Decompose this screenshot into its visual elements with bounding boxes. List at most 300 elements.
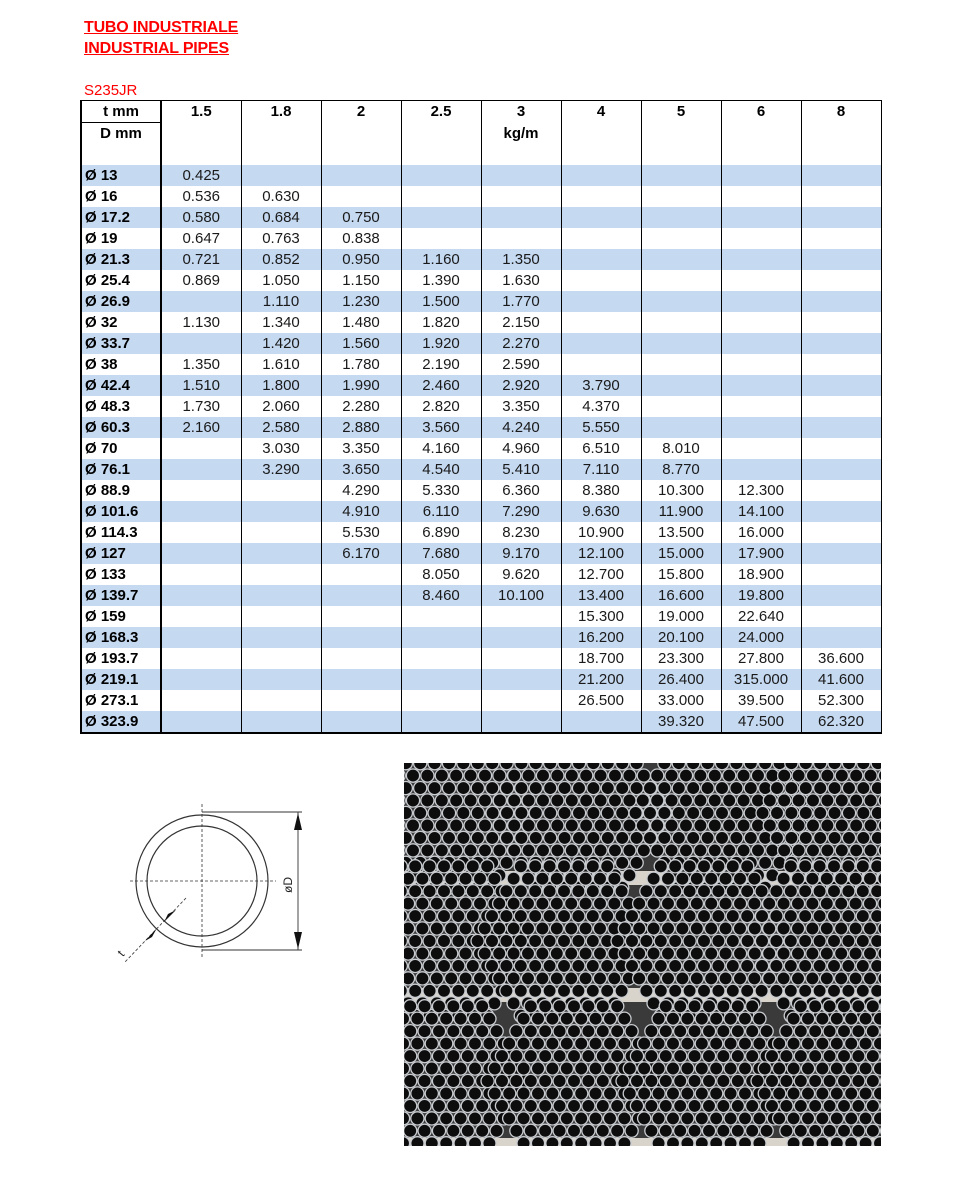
pipe-end — [478, 794, 491, 807]
pipe-end — [425, 1112, 438, 1125]
pipe-end — [738, 1012, 751, 1025]
pipe-end — [500, 831, 513, 844]
weight-cell: 22.640 — [721, 606, 801, 627]
pipe-end — [514, 885, 527, 898]
pipe-end — [418, 1099, 431, 1112]
pipe-end — [483, 1112, 496, 1125]
pipe-end — [432, 1000, 445, 1013]
pipe-end — [557, 910, 570, 923]
pipe-end — [464, 844, 477, 857]
weight-cell: 17.900 — [721, 543, 801, 564]
pipe-end — [637, 769, 650, 782]
pipe-end — [572, 782, 585, 795]
pipe-end — [507, 972, 520, 985]
pipe-end — [681, 1062, 694, 1075]
table-row — [81, 669, 881, 690]
pipe-end — [466, 984, 479, 997]
pipe-end — [746, 1000, 759, 1013]
pipe-end — [640, 885, 653, 898]
pipe-end — [654, 959, 667, 972]
weight-cell — [401, 207, 481, 228]
weight-cell: 4.290 — [321, 480, 401, 501]
pipe-end — [493, 947, 506, 960]
pipe-end — [421, 794, 434, 807]
pipe-end — [529, 860, 542, 873]
diameter-cell: Ø 88.9 — [81, 480, 161, 501]
pipe-end — [515, 782, 528, 795]
pipe-end — [493, 844, 506, 857]
weight-cell — [481, 690, 561, 711]
pipe-end — [411, 1012, 424, 1025]
weight-cell — [161, 459, 241, 480]
pipe-end — [864, 844, 877, 857]
pipe-end — [587, 782, 600, 795]
weight-cell: 8.770 — [641, 459, 721, 480]
pipe-end — [524, 1099, 537, 1112]
pipe-end — [672, 782, 685, 795]
pipe-end — [871, 782, 881, 795]
pipe-end — [688, 1050, 701, 1063]
pipe-end — [510, 1025, 523, 1038]
pipe-end — [719, 972, 732, 985]
pipe-end — [430, 972, 443, 985]
diameter-cell: Ø 17.2 — [81, 207, 161, 228]
pipe-end — [500, 959, 513, 972]
pipe-end — [758, 1087, 771, 1100]
pipe-end — [681, 1137, 694, 1146]
pipe-end — [437, 910, 450, 923]
pipe-end — [593, 922, 606, 935]
pipe-end — [596, 1050, 609, 1063]
pipe-end — [770, 831, 783, 844]
header-spacer-row — [81, 144, 881, 165]
weight-cell: 1.780 — [321, 354, 401, 375]
pipe-end — [654, 984, 667, 997]
pipe-end — [679, 794, 692, 807]
pipe-end — [481, 885, 494, 898]
pipe-end — [694, 844, 707, 857]
pipe-end — [550, 972, 563, 985]
pipe-end — [409, 959, 422, 972]
pipe-end — [510, 1050, 523, 1063]
pipe-end — [813, 910, 826, 923]
pipe-end — [589, 1087, 602, 1100]
weight-cell — [641, 207, 721, 228]
pipe-end — [514, 959, 527, 972]
pipe-end — [586, 934, 599, 947]
table-row — [81, 228, 881, 249]
pipe-end — [514, 934, 527, 947]
weight-cell: 62.320 — [801, 711, 881, 733]
pipe-end — [529, 831, 542, 844]
pipe-end — [411, 1037, 424, 1050]
weight-cell — [801, 543, 881, 564]
pipe-end — [550, 872, 563, 885]
diameter-cell: Ø 133 — [81, 564, 161, 585]
pipe-end — [633, 897, 646, 910]
pipe-end — [778, 769, 791, 782]
pipe-end — [645, 1124, 658, 1137]
pipe-end — [814, 782, 827, 795]
pipe-end — [852, 1074, 865, 1087]
weight-cell — [721, 396, 801, 417]
pipe-end — [850, 769, 863, 782]
pipe-end — [669, 959, 682, 972]
pipe-end — [587, 806, 600, 819]
weight-cell — [721, 228, 801, 249]
pipe-end — [763, 947, 776, 960]
pipe-end — [558, 782, 571, 795]
pipe-end — [806, 972, 819, 985]
weight-cell — [801, 228, 881, 249]
weight-cell: 14.100 — [721, 501, 801, 522]
pipe-end — [544, 782, 557, 795]
pipe-end — [551, 769, 564, 782]
pipe-end — [524, 1025, 537, 1038]
pipe-end — [531, 1012, 544, 1025]
pipe-end — [738, 1087, 751, 1100]
pipe-end — [536, 794, 549, 807]
pipe-end — [688, 1000, 701, 1013]
pipe-end — [737, 844, 750, 857]
weight-cell — [721, 312, 801, 333]
pipe-end — [753, 1137, 766, 1146]
pipe-end — [705, 897, 718, 910]
pipe-end — [500, 782, 513, 795]
thickness-header: 1.5 — [161, 101, 241, 123]
pipe-end — [459, 897, 472, 910]
pipe-end — [435, 769, 448, 782]
pipe-end — [493, 794, 506, 807]
pipe-end — [447, 1099, 460, 1112]
pipe-end — [748, 922, 761, 935]
pipe-end — [715, 782, 728, 795]
pipe-end — [799, 959, 812, 972]
diameter-cell: Ø 139.7 — [81, 585, 161, 606]
pipe-end — [503, 1062, 516, 1075]
pipe-end — [409, 860, 422, 873]
pipe-end — [618, 1112, 631, 1125]
pipe-end — [423, 959, 436, 972]
pipe-end — [625, 1025, 638, 1038]
pipe-end — [845, 1012, 858, 1025]
pipe-end — [715, 806, 728, 819]
pipe-end — [726, 885, 739, 898]
pipe-end — [741, 934, 754, 947]
pipe-end — [701, 806, 714, 819]
pipe-end — [806, 819, 819, 832]
weight-cell: 1.610 — [241, 354, 321, 375]
pipe-end — [773, 1037, 786, 1050]
pipe-end — [468, 1112, 481, 1125]
pipe-end — [647, 972, 660, 985]
pipe-end — [710, 1112, 723, 1125]
pipe-end — [715, 763, 728, 770]
pipe-end — [493, 922, 506, 935]
pipe-end — [830, 1062, 843, 1075]
pipe-end — [864, 769, 877, 782]
pipe-end — [859, 1137, 872, 1146]
pipe-end — [486, 806, 499, 819]
pipe-end — [510, 1099, 523, 1112]
weight-cell: 5.530 — [321, 522, 401, 543]
diameter-cell: Ø 114.3 — [81, 522, 161, 543]
pipe-end — [859, 1012, 872, 1025]
pipe-end — [425, 1012, 438, 1025]
weight-cell: 26.500 — [561, 690, 641, 711]
pipe-end — [777, 897, 790, 910]
pipe-end — [594, 794, 607, 807]
pipe-end — [681, 1037, 694, 1050]
pipe-end — [596, 1124, 609, 1137]
pipe-end — [514, 910, 527, 923]
pipe-end — [579, 897, 592, 910]
pipe-end — [724, 1112, 737, 1125]
pipe-end — [464, 794, 477, 807]
pipe-end — [669, 984, 682, 997]
pipe-end — [737, 819, 750, 832]
pipe-end — [454, 1112, 467, 1125]
pipe-end — [529, 959, 542, 972]
pipe-end — [717, 1124, 730, 1137]
pipe-end — [683, 860, 696, 873]
pipe-end — [845, 1062, 858, 1075]
pipe-end — [565, 947, 578, 960]
weight-cell — [481, 606, 561, 627]
pipe-end — [741, 984, 754, 997]
pipe-end — [760, 1124, 773, 1137]
weight-cell: 1.730 — [161, 396, 241, 417]
weight-cell: 9.170 — [481, 543, 561, 564]
weight-cell — [801, 165, 881, 186]
pipe-end — [500, 984, 513, 997]
pipe-end — [806, 872, 819, 885]
pipe-end — [608, 819, 621, 832]
pipe-end — [589, 1012, 602, 1025]
pipe-end — [672, 806, 685, 819]
pipe-end — [579, 972, 592, 985]
pipe-end — [608, 794, 621, 807]
pipe-end — [702, 1074, 715, 1087]
weight-cell: 33.000 — [641, 690, 721, 711]
weight-cell: 16.000 — [721, 522, 801, 543]
pipe-end — [806, 794, 819, 807]
pipe-end — [478, 819, 491, 832]
pipe-end — [827, 885, 840, 898]
pipe-end — [780, 1074, 793, 1087]
weight-cell: 0.852 — [241, 249, 321, 270]
pipe-end — [531, 1087, 544, 1100]
pipe-end — [835, 872, 848, 885]
pipe-end — [753, 1037, 766, 1050]
pipe-end — [659, 1000, 672, 1013]
pipe-end — [857, 806, 870, 819]
pipe-end — [842, 860, 855, 873]
table-row — [81, 207, 881, 228]
pipe-end — [738, 1037, 751, 1050]
pipe-end — [733, 872, 746, 885]
pipe-end — [717, 1000, 730, 1013]
pipe-end — [806, 897, 819, 910]
thickness-header: 5 — [641, 101, 721, 123]
weight-cell — [561, 207, 641, 228]
weight-cell — [641, 228, 721, 249]
pipe-end — [780, 1099, 793, 1112]
pipe-end — [809, 1050, 822, 1063]
pipe-end — [785, 806, 798, 819]
pipe-end — [647, 897, 660, 910]
pipe-end — [572, 763, 585, 770]
pipe-end — [835, 947, 848, 960]
weight-cell: 24.000 — [721, 627, 801, 648]
pipe-end — [603, 1062, 616, 1075]
pipe-end — [666, 1062, 679, 1075]
pipe-end — [652, 1112, 665, 1125]
pipe-end — [557, 984, 570, 997]
pipe-end — [432, 1025, 445, 1038]
diameter-cell: Ø 16 — [81, 186, 161, 207]
pipe-end — [857, 782, 870, 795]
pipe-end — [780, 1050, 793, 1063]
pipe-end — [866, 1000, 879, 1013]
pipe-end — [565, 769, 578, 782]
pipe-end — [615, 885, 628, 898]
pipe-end — [712, 984, 725, 997]
thickness-header: 4 — [561, 101, 641, 123]
pipe-end — [589, 1062, 602, 1075]
pipe-end — [481, 1074, 494, 1087]
weight-cell — [241, 522, 321, 543]
pipe-end — [437, 934, 450, 947]
pipe-end — [593, 897, 606, 910]
pipe-end — [575, 1012, 588, 1025]
pipe-end — [409, 885, 422, 898]
pipe-end — [418, 1025, 431, 1038]
table-row — [81, 249, 881, 270]
pipe-end — [466, 885, 479, 898]
weight-cell — [321, 186, 401, 207]
pipe-end — [510, 1124, 523, 1137]
pipe-end — [421, 844, 434, 857]
table-row — [81, 585, 881, 606]
pipe-end — [801, 1012, 814, 1025]
pipe-end — [483, 1037, 496, 1050]
pipe-end — [560, 1012, 573, 1025]
pipe-end — [517, 1087, 530, 1100]
pipe-end — [539, 1025, 552, 1038]
pipe-end — [601, 782, 614, 795]
pipe-end — [744, 763, 757, 770]
weight-cell — [641, 417, 721, 438]
pipe-end — [710, 1137, 723, 1146]
pipe-end — [493, 897, 506, 910]
pipe-end — [674, 1000, 687, 1013]
pipe-end — [478, 922, 491, 935]
pipe-end — [827, 860, 840, 873]
header-row-diameter — [81, 123, 881, 145]
weight-cell: 2.280 — [321, 396, 401, 417]
pipe-end — [658, 763, 671, 770]
pipe-end — [679, 819, 692, 832]
pipe-end — [454, 1012, 467, 1025]
pipe-end — [645, 1099, 658, 1112]
diameter-cell: Ø 193.7 — [81, 648, 161, 669]
pipe-end — [471, 806, 484, 819]
pipe-end — [871, 934, 881, 947]
weight-cell — [241, 669, 321, 690]
pipe-end — [835, 897, 848, 910]
pipe-end — [442, 763, 455, 770]
pipe-end — [723, 844, 736, 857]
weight-cell — [321, 690, 401, 711]
pipe-end — [507, 922, 520, 935]
weight-cell: 6.170 — [321, 543, 401, 564]
pipe-end — [697, 860, 710, 873]
pipe-end — [404, 806, 412, 819]
weight-cell: 36.600 — [801, 648, 881, 669]
pipe-end — [837, 1000, 850, 1013]
weight-cell: 2.460 — [401, 375, 481, 396]
pipe-end — [814, 763, 827, 770]
pipe-end — [432, 1050, 445, 1063]
weight-cell — [561, 270, 641, 291]
pipe-end — [500, 885, 513, 898]
pipe-end — [719, 897, 732, 910]
pipe-end — [744, 831, 757, 844]
pipe-end — [702, 1099, 715, 1112]
table-row — [81, 501, 881, 522]
weight-cell — [321, 606, 401, 627]
pipe-end — [582, 1050, 595, 1063]
pipe-end — [514, 984, 527, 997]
weight-cell: 1.800 — [241, 375, 321, 396]
pipe-end — [688, 1074, 701, 1087]
pipe-end — [850, 819, 863, 832]
pipe-end — [723, 819, 736, 832]
pipe-end — [697, 984, 710, 997]
pipe-end — [871, 910, 881, 923]
weight-cell: 18.900 — [721, 564, 801, 585]
pipe-end — [468, 1137, 481, 1146]
pipe-end — [770, 782, 783, 795]
pipe-end — [567, 1025, 580, 1038]
pipe-end — [608, 897, 621, 910]
weight-cell — [241, 480, 321, 501]
pipe-end — [681, 1012, 694, 1025]
pipe-end — [452, 934, 465, 947]
pipe-end — [539, 1099, 552, 1112]
weight-cell — [161, 291, 241, 312]
pipe-end — [715, 831, 728, 844]
pipe-weight-table — [80, 100, 882, 734]
weight-cell — [721, 291, 801, 312]
pipe-end — [837, 1025, 850, 1038]
pipe-end — [582, 1124, 595, 1137]
pipe-end — [546, 1062, 559, 1075]
pipe-end — [418, 1050, 431, 1063]
pipe-end — [866, 1050, 879, 1063]
pipe-end — [452, 860, 465, 873]
table-row — [81, 690, 881, 711]
pipe-end — [522, 769, 535, 782]
pipe-end — [814, 806, 827, 819]
weight-cell: 16.600 — [641, 585, 721, 606]
weight-cell: 1.770 — [481, 291, 561, 312]
pipe-end — [737, 794, 750, 807]
weight-cell — [241, 564, 321, 585]
pipe-end — [681, 1112, 694, 1125]
pipe-end — [845, 1087, 858, 1100]
